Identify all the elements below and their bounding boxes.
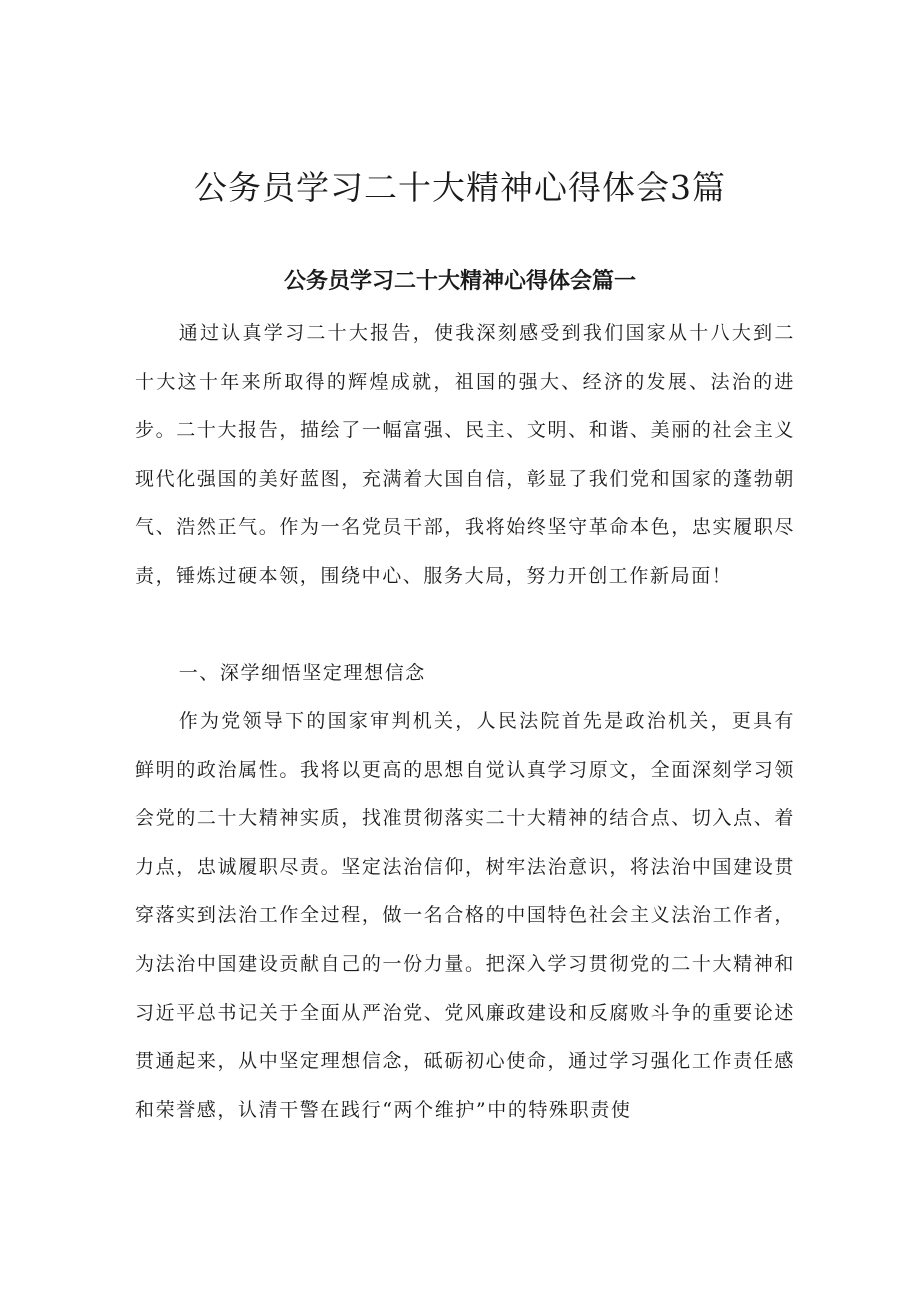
document-title: 公务员学习二十大精神心得体会3篇 <box>194 168 726 207</box>
paragraph-intro: 通过认真学习二十大报告，使我深刻感受到我们国家从十八大到二十大这十年来所取得的辉煌成就，祖国的强大、经济的发展、法治的进步。二十大报告，描绘了一幅富强、民主、文明、和谐、美丽的社会主义现代化强国的美好蓝图，充满着大国自信，彰显了我们党和国家的蓬勃朝气、浩然正气。作为一名党员干部，我将始终坚守革命本色，忠实履职尽责，锤炼过硬本领，围绕中心、服务大局，努力开创工作新局面！ <box>135 322 795 587</box>
heading-deep-study: 一、深学细悟坚定理想信念 <box>178 662 426 684</box>
section-title: 公务员学习二十大精神心得体会篇一 <box>283 269 636 294</box>
paragraph-political-role: 作为党领导下的国家审判机关，人民法院首先是政治机关，更具有鲜明的政治属性。我将以更高的思想自觉认真学习原文，全面深刻学习领会党的二十大精神实质，找准贯彻落实二十大精神的结合点、切入点、着力点，忠诚履职尽责。坚定法治信仰，树牢法治意识，将法治中国建设贯穿落实到法治工作全过程，做一名合格的中国特色社会主义法治工作者，为法治中国建设贡献自己的一份力量。把深入学习贯彻党的二十大精神和习近平总书记关于全面从严治党、党风廉政建设和反腐败斗争的重要论述贯通起来，从中坚定理想信念，砥砺初心使命，通过学习强化工作责任感和荣誉感，认清干警在践行“两个维护”中的特殊职责使 <box>135 710 795 1121</box>
